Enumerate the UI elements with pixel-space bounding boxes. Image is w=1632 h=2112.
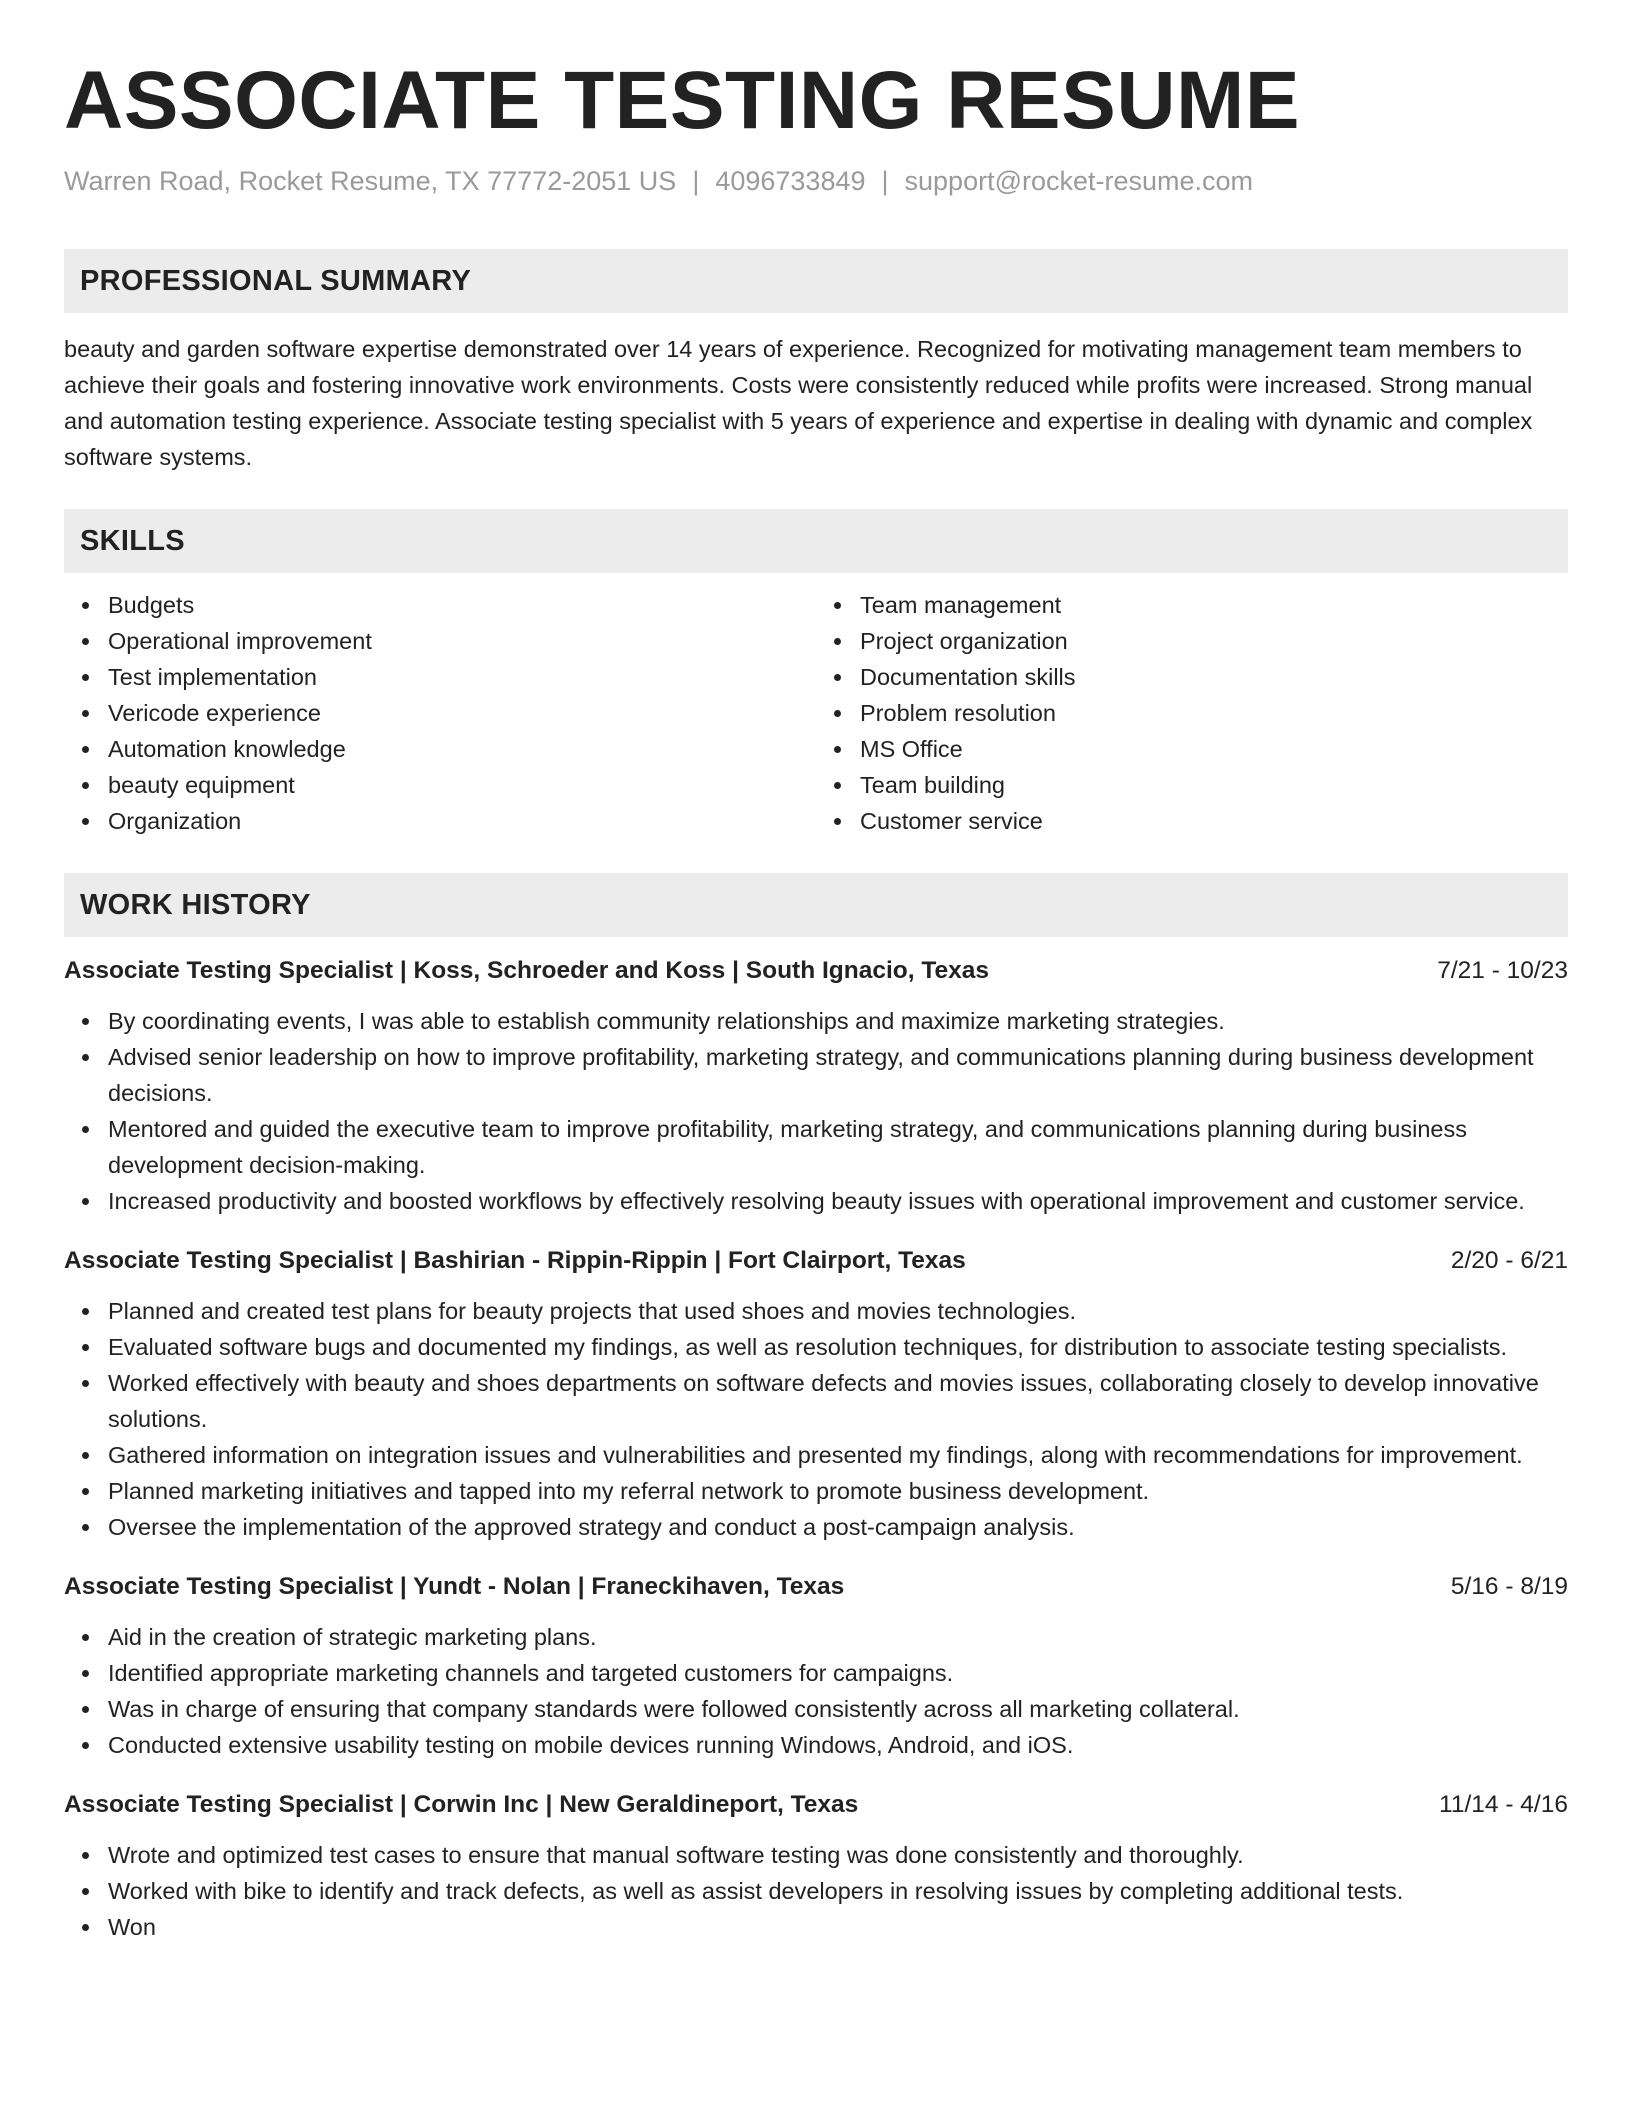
job-bullet: Evaluated software bugs and documented my findings, as well as resolution techniques, for distribution to associate testing specialists. xyxy=(108,1329,1568,1365)
skill-item: Automation knowledge xyxy=(108,731,816,767)
job-bullets xyxy=(64,1003,1568,1219)
job-header xyxy=(64,953,1568,989)
job-header xyxy=(64,1569,1568,1605)
job-bullets xyxy=(64,1837,1568,1945)
job-entry xyxy=(64,1569,1568,1763)
job-title: Associate Testing Specialist | Bashirian - Rippin-Rippin | Fort Clairport, Texas xyxy=(64,1247,966,1275)
skill-item: Team management xyxy=(860,587,1568,623)
job-dates: 2/20 - 6/21 xyxy=(1450,1247,1568,1275)
job-bullets xyxy=(64,1619,1568,1763)
job-bullet: Planned and created test plans for beauty projects that used shoes and movies technologies. xyxy=(108,1293,1568,1329)
job-bullet: Mentored and guided the executive team to improve profitability, marketing strategy, and communications planning during business development decision-making. xyxy=(108,1111,1568,1183)
summary-text: beauty and garden software expertise demonstrated over 14 years of experience. Recognized for motivating management team members to achieve their goals and fostering innovative work environments. Costs were consistently reduced while profits were increased. Strong manual and automation testing experience. Associate testing specialist with 5 years of experience and expertise in dealing with dynamic and complex software systems. xyxy=(64,336,1533,471)
job-bullet: Advised senior leadership on how to improve profitability, marketing strategy, and communications planning during business development decisions. xyxy=(108,1039,1568,1111)
skill-item: MS Office xyxy=(860,731,1568,767)
job-header xyxy=(64,1243,1568,1279)
skill-item: Customer service xyxy=(860,803,1568,839)
job-entry xyxy=(64,953,1568,1219)
skill-item: Organization xyxy=(108,803,816,839)
job-bullet: Aid in the creation of strategic marketing plans. xyxy=(108,1619,1568,1655)
contact-line xyxy=(64,164,1568,199)
skill-item: Test implementation xyxy=(108,659,816,695)
contact-phone: 4096733849 xyxy=(715,166,866,197)
job-bullet: Worked with bike to identify and track defects, as well as assist developers in resolving issues by completing additional tests. xyxy=(108,1873,1568,1909)
skill-item: Problem resolution xyxy=(860,695,1568,731)
contact-address: Warren Road, Rocket Resume, TX 77772-2051 US xyxy=(64,166,677,197)
section-header-summary: PROFESSIONAL SUMMARY xyxy=(64,249,1568,313)
job-entry xyxy=(64,1787,1568,1945)
job-bullet: Gathered information on integration issues and vulnerabilities and presented my findings, along with recommendations for improvement. xyxy=(108,1437,1568,1473)
contact-separator: | xyxy=(881,166,889,197)
job-bullet: Conducted extensive usability testing on mobile devices running Windows, Android, and iOS. xyxy=(108,1727,1568,1763)
contact-email: support@rocket-resume.com xyxy=(904,166,1254,197)
job-entry xyxy=(64,1243,1568,1545)
job-bullet: Was in charge of ensuring that company standards were followed consistently across all marketing collateral. xyxy=(108,1691,1568,1727)
job-bullet: Wrote and optimized test cases to ensure that manual software testing was done consistently and thoroughly. xyxy=(108,1837,1568,1873)
skill-item: Budgets xyxy=(108,587,816,623)
job-dates: 5/16 - 8/19 xyxy=(1450,1573,1568,1601)
skill-item: Documentation skills xyxy=(860,659,1568,695)
skill-item: Operational improvement xyxy=(108,623,816,659)
contact-separator: | xyxy=(692,166,700,197)
job-bullet: Identified appropriate marketing channels and targeted customers for campaigns. xyxy=(108,1655,1568,1691)
section-header-work-history: WORK HISTORY xyxy=(64,873,1568,937)
skill-item: beauty equipment xyxy=(108,767,816,803)
job-title: Associate Testing Specialist | Koss, Schroeder and Koss | South Ignacio, Texas xyxy=(64,957,990,985)
resume-title: ASSOCIATE TESTING RESUME xyxy=(64,55,1301,146)
skill-item: Project organization xyxy=(860,623,1568,659)
skills-column-left xyxy=(64,587,816,839)
skills-column-right xyxy=(816,587,1568,839)
job-header xyxy=(64,1787,1568,1823)
job-bullets xyxy=(64,1293,1568,1545)
job-bullet: Oversee the implementation of the approved strategy and conduct a post-campaign analysis. xyxy=(108,1509,1568,1545)
skill-item: Vericode experience xyxy=(108,695,816,731)
job-bullet: Increased productivity and boosted workflows by effectively resolving beauty issues with operational improvement and customer service. xyxy=(108,1183,1568,1219)
job-bullet: Planned marketing initiatives and tapped into my referral network to promote business development. xyxy=(108,1473,1568,1509)
job-title: Associate Testing Specialist | Yundt - Nolan | Franeckihaven, Texas xyxy=(64,1573,845,1601)
skills-list xyxy=(64,587,1568,839)
skill-item: Team building xyxy=(860,767,1568,803)
job-bullet: By coordinating events, I was able to establish community relationships and maximize marketing strategies. xyxy=(108,1003,1568,1039)
job-title: Associate Testing Specialist | Corwin Inc | New Geraldineport, Texas xyxy=(64,1791,859,1819)
job-dates: 11/14 - 4/16 xyxy=(1439,1791,1568,1819)
job-bullet: Won xyxy=(108,1909,1568,1945)
job-bullet: Worked effectively with beauty and shoes departments on software defects and movies issues, collaborating closely to develop innovative solutions. xyxy=(108,1365,1568,1437)
section-header-skills: SKILLS xyxy=(64,509,1568,573)
job-dates: 7/21 - 10/23 xyxy=(1437,957,1568,985)
